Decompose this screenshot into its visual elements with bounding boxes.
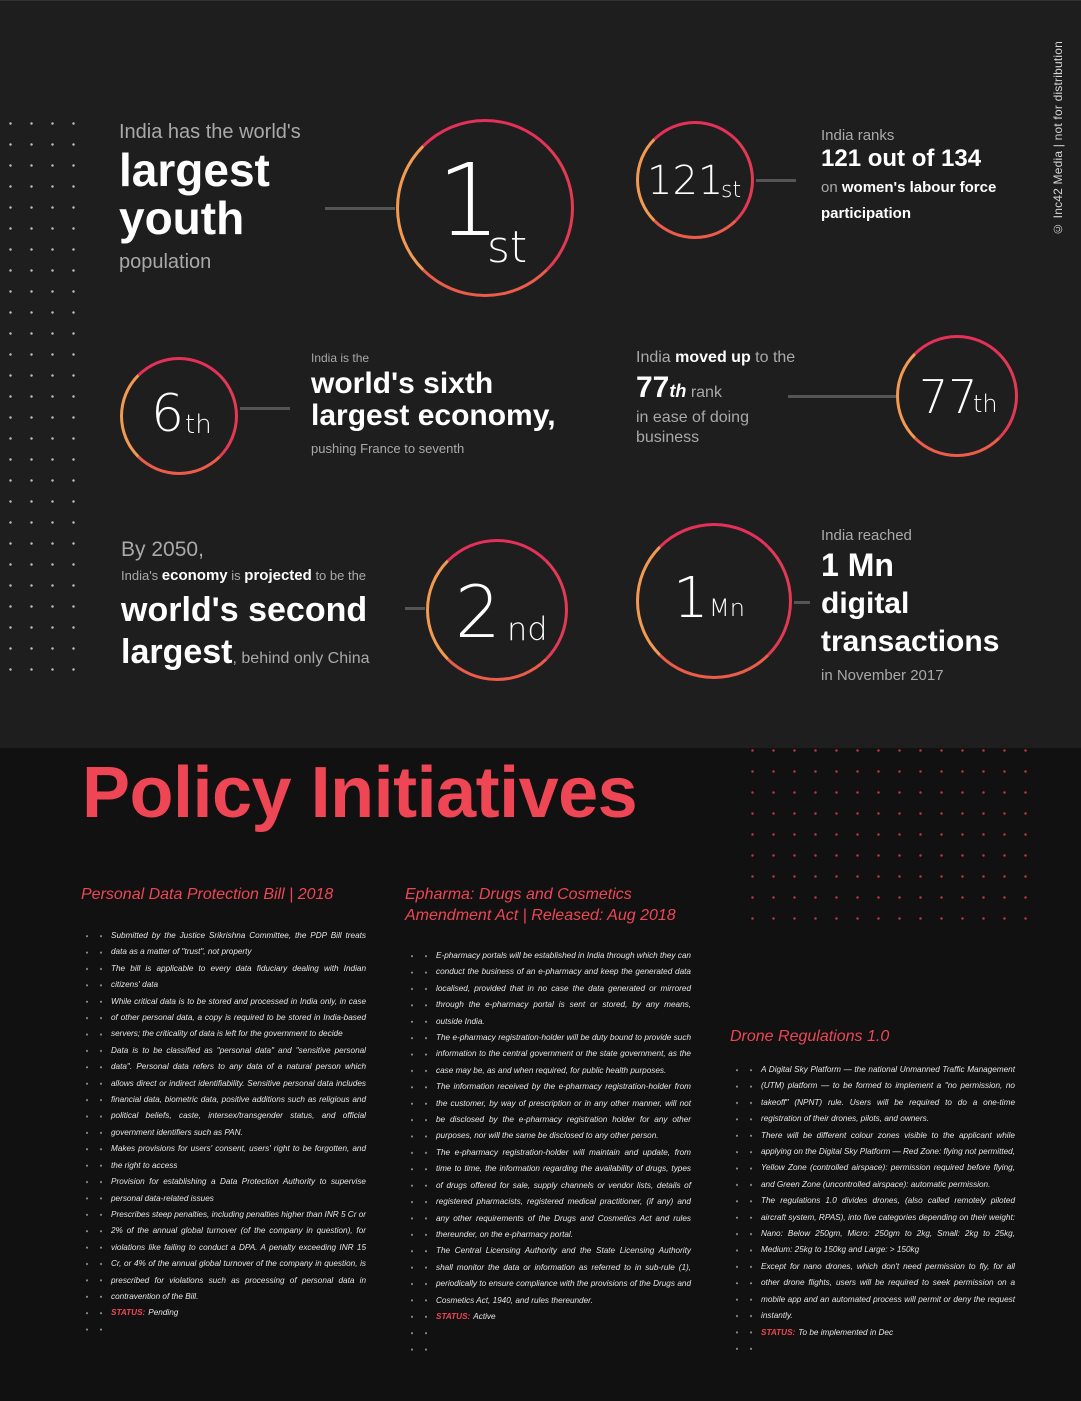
pdp-list [111, 928, 366, 1322]
list-item: Makes provisions for users' consent, users' right to be forgotten, and the right to access [111, 1144, 366, 1170]
economy-intro: India is the [311, 351, 370, 365]
copyright-notice: © Inc42 Media | not for distribution [1051, 41, 1065, 237]
rank-circle-2nd [426, 539, 568, 681]
status-line: STATUS: To be implemented in Dec [761, 1327, 894, 1337]
list-item: There will be different colour zones visible to the applicant while applying on the Digital Sky Platform — Red Zone: flying not permitted, Yellow Zone (controlled airspace): permission required before flying, and Green Zone (uncontrolled airspace): automatic permission. [761, 1130, 1015, 1189]
epharma-list [436, 948, 691, 1325]
rank-number: 6 [151, 384, 185, 444]
second-line: India's economy is projected to be the [121, 567, 367, 584]
rank-number: 2 [455, 570, 501, 654]
rank-suffix: Mn [709, 594, 745, 622]
list-item: The Central Licensing Authority and the State Licensing Authority shall monitor the data or information as referred to in sub-rule (1), periodically to ensure compliance with the provisions of the Drugs and Cosmetics Act, 1940, and rules thereunder. [436, 1246, 691, 1305]
labour-big: 121 out of 134 [821, 145, 982, 172]
connector-line [756, 179, 796, 182]
list-item: Except for nano drones, which don't need permission to fly, for all other drone flights, users will be required to seek permission on a mobile app and an automated process will permit or deny the request instantly. [761, 1261, 1015, 1321]
pdp-heading: Personal Data Protection Bill | 2018 [81, 886, 334, 903]
labour-bold-2: participation [821, 205, 912, 222]
connector-line [325, 207, 395, 210]
list-item: The information received by the e-pharmacy registration-holder from the customer, by way of prescription or in any other manner, will not be disclosed by the e-pharmacy registration holder for any other purposes, nor will the same be disclosed to any other person. [436, 1082, 691, 1141]
second-big-2-line: largest, behind only China [121, 633, 370, 671]
rank-suffix: th [973, 390, 998, 418]
rank-circle-6th [120, 357, 238, 475]
rank-suffix: st [487, 222, 528, 273]
second-big-1: world's second [121, 591, 368, 629]
rank-suffix: nd [507, 610, 548, 648]
list-item: The e-pharmacy registration-holder will be duty bound to provide such information to the central government or the state government, as the case may be, as and when required, for public health purposes. [436, 1033, 691, 1075]
rank-number: 77 [919, 370, 978, 424]
rank-number: 1 [673, 566, 709, 631]
rank-number: 121 [647, 158, 724, 204]
dot-pattern-left [0, 113, 84, 673]
economy-big-1: world's sixth [311, 367, 494, 400]
rank-suffix: st [721, 178, 742, 203]
bullet-column [80, 928, 102, 1338]
rank-circle-121st [636, 121, 754, 239]
digital-big-1: 1 Mn [821, 547, 894, 583]
list-item: A Digital Sky Platform — the national Unmanned Traffic Management (UTM) platform — to be formed to implement a "no permission, no takeoff" (NPNT) rule. Users will be required to do a one-time registration of their drones, pilots, and owners. [761, 1065, 1015, 1124]
second-intro: By 2050, [121, 538, 204, 561]
bullet-column [405, 948, 427, 1358]
status-line: STATUS: Active [436, 1311, 496, 1321]
ease-intro: India moved up to the [636, 349, 796, 366]
list-item: Submitted by the Justice Srikrishna Committee, the PDP Bill treats data as a matter of "trust", not property [111, 931, 366, 957]
bullet-column [730, 1062, 752, 1360]
youth-intro: India has the world's [119, 121, 301, 143]
rank-circle-1mn [636, 523, 792, 679]
economy-big-2: largest economy, [311, 399, 556, 432]
digital-intro: India reached [821, 527, 912, 544]
list-item: While critical data is to be stored and processed in India only, in case of other personal data, a copy is required to be stored in India-based servers; the criticality of data is left for the government to decide [111, 996, 366, 1039]
rank-circle-1st [396, 119, 574, 297]
ease-line-2: business [636, 429, 700, 446]
connector-line [240, 407, 290, 410]
economy-tail: pushing France to seventh [311, 441, 465, 456]
list-item: The bill is applicable to every data fiduciary dealing with Indian citizens' data [111, 963, 366, 990]
epharma-heading-1: Epharma: Drugs and Cosmetics [405, 886, 632, 903]
youth-big-1: largest [119, 144, 270, 196]
digital-big-2: digital [821, 587, 910, 620]
youth-big-2: youth [119, 192, 245, 244]
rank-number: 1 [437, 142, 501, 259]
labour-line: on women's labour force [821, 179, 997, 196]
digital-tail: in November 2017 [821, 667, 944, 684]
ease-line-1: in ease of doing [636, 409, 749, 426]
rank-suffix: th [185, 410, 212, 440]
drone-heading: Drone Regulations 1.0 [730, 1028, 890, 1045]
list-item: Data is to be classified as "personal data" and "sensitive personal data". Personal data refers to any data of a natural person which allows direct or indirect identifiability. Sensitive personal data includes financial data, biometric data, positive additions such as religious and political beliefs, caste, intersex/transgender status, and official government identifiers such as PAN. [111, 1045, 366, 1137]
connector-line [794, 601, 810, 604]
connector-line [405, 607, 425, 610]
list-item: The regulations 1.0 divides drones, (also called remotely piloted aircraft system, RPAS), into five categories depending on their weight: Nano: Below 250gm, Micro: 250gm to 2kg, Small: 2kg to 25kg, Medium: 25kg to 150kg and Large: > 150kg [761, 1196, 1015, 1255]
list-item: Provision for establishing a Data Protection Authority to supervise personal data-related issues [111, 1177, 366, 1203]
drone-list [761, 1062, 1015, 1341]
status-line: STATUS: Pending [111, 1308, 179, 1318]
list-item: Prescribes steep penalties, including penalties higher than INR 5 Cr or 2% of the annual global turnover (of the company in question), for violations like failing to conduct a DPA. A penalty exceeding INR 15 Cr, or 4% of the annual global turnover of the company in question, is prescribed for violations such as processing of personal data in contravention of the Bill. [111, 1209, 366, 1301]
epharma-heading-2: Amendment Act | Released: Aug 2018 [405, 907, 676, 924]
rank-circle-77th [896, 335, 1018, 457]
list-item: E-pharmacy portals will be established in India through which they can conduct the business of an e-pharmacy and keep the generated data localised, provided that in no case the data generated or mirrored through the e-pharmacy portal is sent or stored, by any means, outside India. [436, 951, 691, 1026]
digital-big-3: transactions [821, 625, 1000, 658]
connector-line [788, 395, 896, 398]
dot-pattern-red [742, 740, 1042, 920]
labour-intro: India ranks [821, 127, 895, 144]
list-item: The e-pharmacy registration-holder will maintain and update, from time to time, the information regarding the availability of drugs, types of drugs offered for sale, supply channels or vendor lists, details of registered pharmacists, registered medical practitioner, (if any) and any other requirements of the Drugs and Cosmetics Act and rules thereunder, on the e-pharmacy portal. [436, 1147, 691, 1239]
ease-rank-line: 77th rank [636, 371, 722, 404]
youth-tail: population [119, 251, 212, 273]
policy-title: Policy Initiatives [82, 753, 638, 833]
